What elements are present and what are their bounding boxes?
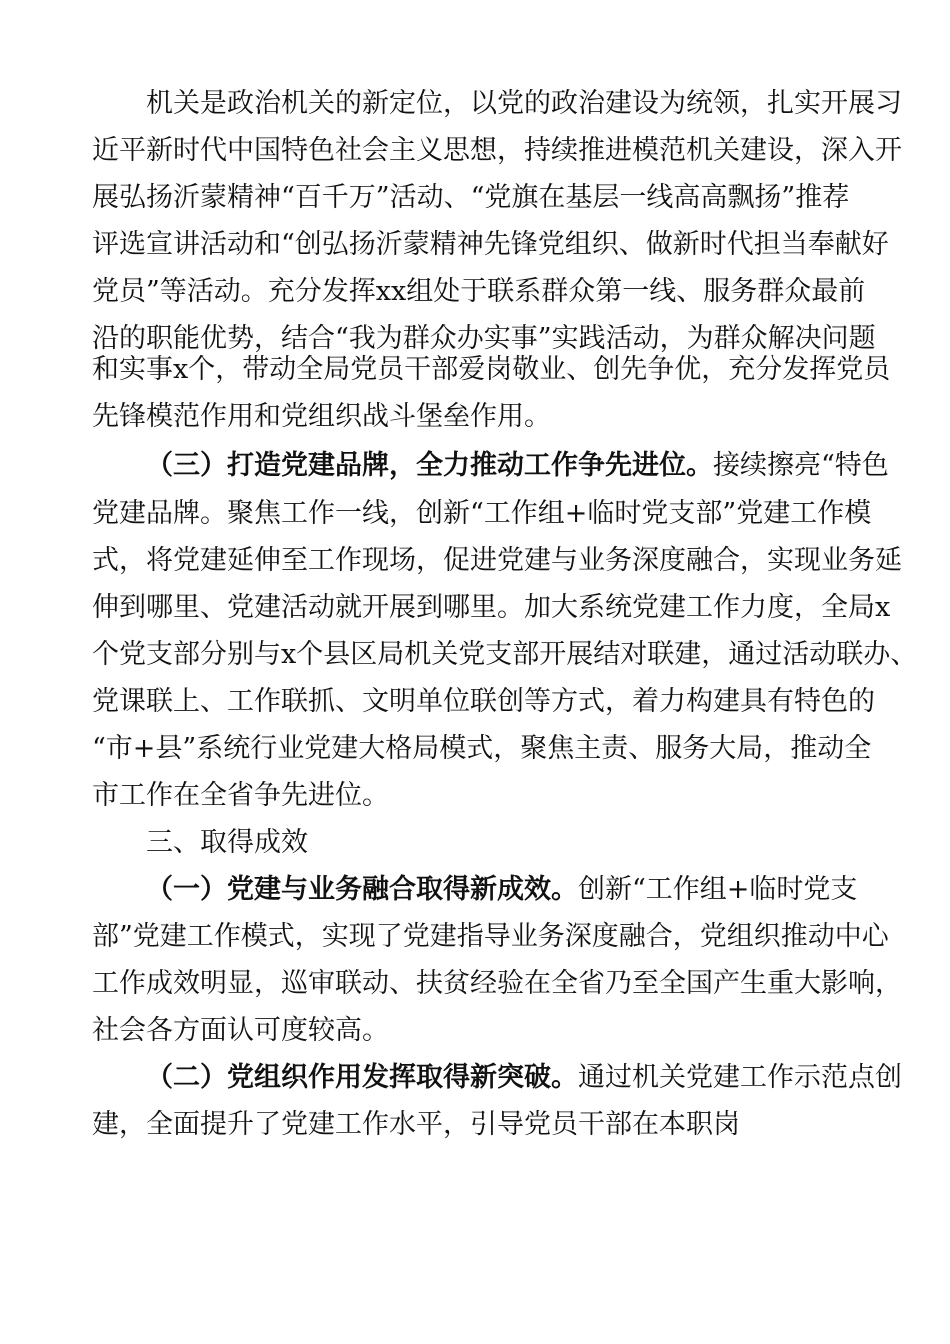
paragraph-line: 评选宣讲活动和“创弘扬沂蒙精神先锋党组织、做新时代担当奉献好 [92,229,889,260]
paragraph-line: 党建品牌。聚焦工作一线，创新“工作组+临时党支部”党建工作模 [92,498,872,529]
result-1-first-line [146,870,857,910]
result-2-first-tail: 通过机关党建工作示范点创 [578,1062,902,1093]
paragraph-line: 市工作在全省争先进位。 [92,780,389,811]
result-1-first-tail: 创新“工作组+临时党支 [578,874,858,905]
paragraph-line: 式，将党建延伸至工作现场，促进党建与业务深度融合，实现业务延 [92,545,902,576]
paragraph-line: “市+县”系统行业党建大格局模式，聚焦主责、服务大局，推动全 [92,733,872,764]
result-1-heading: （一）党建与业务融合取得新成效。 [146,874,578,905]
paragraph-line: 先锋模范作用和党组织战斗堡垒作用。 [92,401,551,432]
paragraph-line: 机关是政治机关的新定位，以党的政治建设为统领，扎实开展习 [146,88,902,119]
results-heading: 三、取得成效 [146,827,308,858]
result-2-first-line [146,1058,902,1098]
paragraph-line: 工作成效明显，巡审联动、扶贫经验在全省乃至全国产生重大影响， [92,968,902,999]
paragraph-line: 展弘扬沂蒙精神“百千万”活动、“党旗在基层一线高高飘扬”推荐 [92,182,850,213]
section-3-first-tail: 接续擦亮“特色 [713,450,889,481]
paragraph-line: 伸到哪里、党建活动就开展到哪里。加大系统党建工作力度，全局x [92,592,891,623]
section-3-first-line [146,446,889,486]
paragraph-line: 党员”等活动。充分发挥xx组处于联系群众第一线、服务群众最前 [92,276,866,307]
paragraph-line: 社会各方面认可度较高。 [92,1015,389,1046]
paragraph-line: 和实事x个，带动全局党员干部爱岗敬业、创先争优，充分发挥党员 [92,354,891,385]
paragraph-line: 沿的职能优势，结合“我为群众办实事”实践活动，为群众解决问题 [92,323,876,354]
paragraph-line: 党课联上、工作联抓、文明单位联创等方式，着力构建具有特色的 [92,686,875,717]
paragraph-line: 建，全面提升了党建工作水平，引导党员干部在本职岗 [92,1109,740,1140]
paragraph-line: 近平新时代中国特色社会主义思想，持续推进模范机关建设，深入开 [92,135,902,166]
paragraph-line: 个党支部分别与x个县区局机关党支部开展结对联建，通过活动联办、 [92,639,918,670]
section-3-heading: （三）打造党建品牌，全力推动工作争先进位。 [146,450,713,481]
paragraph-line: 部”党建工作模式，实现了党建指导业务深度融合，党组织推动中心 [92,921,889,952]
result-2-heading: （二）党组织作用发挥取得新突破。 [146,1062,578,1093]
